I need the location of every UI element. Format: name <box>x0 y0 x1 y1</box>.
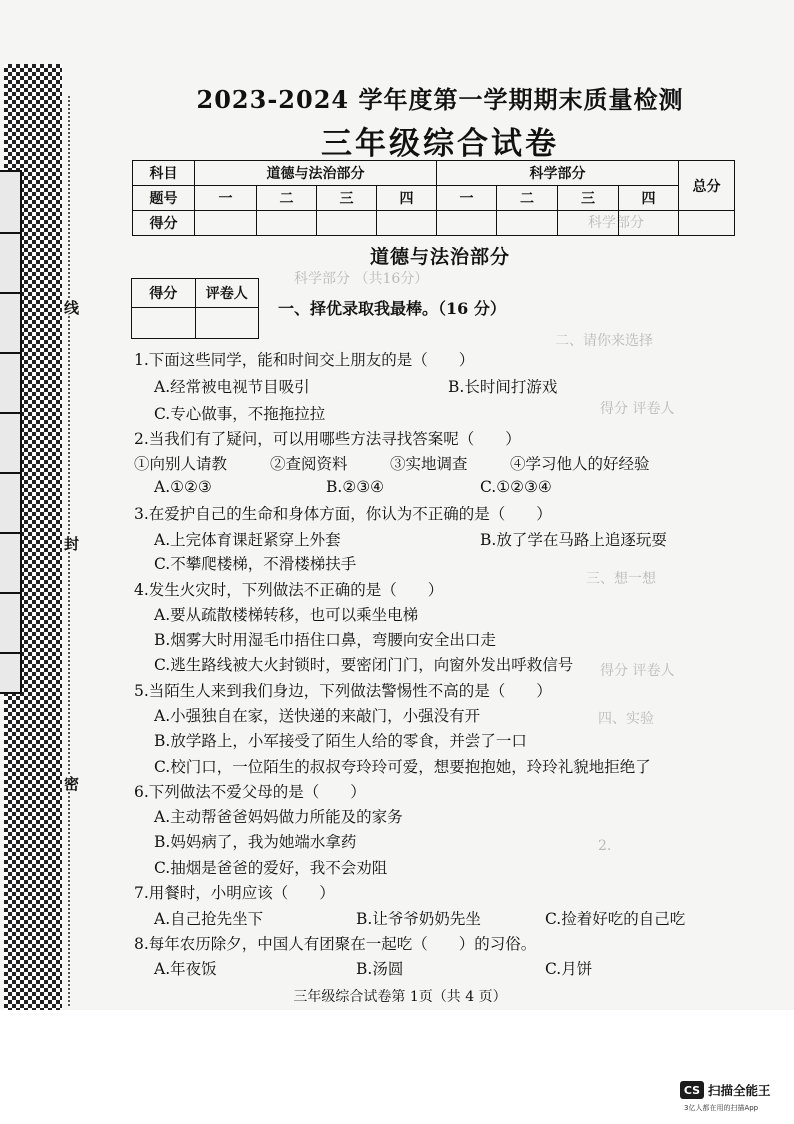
option-b: B.烟雾大时用湿毛巾捂住口鼻，弯腰向安全出口走 <box>154 631 496 649</box>
page-bottom-margin <box>0 1010 794 1124</box>
option-c: C.专心做事，不拖拖拉拉 <box>154 405 326 423</box>
option-b: B.②③④ <box>326 478 385 496</box>
score-entry-cell[interactable] <box>317 211 377 236</box>
binding-info-box <box>0 170 22 694</box>
question-number-cell: 二 <box>257 186 317 211</box>
scanner-watermark <box>680 1081 771 1099</box>
show-through-text: 得分 评卷人 <box>600 401 675 417</box>
part-one-heading: 一、择优录取我最棒。（16 分） <box>278 299 506 318</box>
option-c: C.逃生路线被大火封锁时，要密闭门门，向窗外发出呼救信号 <box>154 656 574 674</box>
method-1: ①向别人请教 <box>134 455 228 473</box>
section-title: 道德与法治部分 <box>369 246 510 268</box>
question-stem: 5.当陌生人来到我们身边，下列做法警惕性不高的是（ ） <box>134 682 552 700</box>
option-b: B.放学路上，小军接受了陌生人给的零食，并尝了一口 <box>154 732 527 750</box>
binding-label-secret: 密 <box>64 775 80 793</box>
option-a: A.上完体育课赶紧穿上外套 <box>154 531 341 549</box>
option-a: A.年夜饭 <box>154 960 217 978</box>
option-c: C.捡着好吃的自己吃 <box>545 910 686 928</box>
total-label-cell: 总分 <box>679 161 735 211</box>
scanner-brand: 扫描全能王 <box>708 1083 771 1098</box>
option-a: A.经常被电视节目吸引 <box>154 378 310 396</box>
option-b: B.妈妈病了，我为她端水拿药 <box>154 833 357 851</box>
score-row-label: 得分 <box>133 211 195 236</box>
score-entry-cell[interactable] <box>195 211 257 236</box>
total-score-cell[interactable] <box>679 211 735 236</box>
question-stem: 2.当我们有了疑问，可以用哪些方法寻找答案呢（ ） <box>134 430 521 448</box>
question-number-label: 题号 <box>133 186 195 211</box>
binding-rule <box>0 472 20 474</box>
camscanner-logo-icon: CS <box>680 1081 704 1099</box>
score-table-number-row <box>133 186 735 211</box>
show-through-text: 得分 评卷人 <box>600 663 675 679</box>
grader-box <box>131 278 259 339</box>
option-c: C.不攀爬楼梯，不滑楼梯扶手 <box>154 555 357 573</box>
show-through-text: 三、想一想 <box>586 571 656 587</box>
question-stem: 7.用餐时，小明应该（ ） <box>134 884 335 902</box>
subject-label-cell: 科目 <box>133 161 195 186</box>
option-c: C.①②③④ <box>480 478 552 496</box>
score-entry-cell[interactable] <box>619 211 679 236</box>
score-entry-cell[interactable] <box>558 211 619 236</box>
binding-label-seal: 封 <box>64 535 80 553</box>
score-entry-cell[interactable] <box>377 211 437 236</box>
question-stem: 4.发生火灾时，下列做法不正确的是（ ） <box>134 581 444 599</box>
question-number-cell: 四 <box>377 186 437 211</box>
question-number-cell: 四 <box>619 186 679 211</box>
method-3: ③实地调查 <box>390 455 468 473</box>
option-b: B.长时间打游戏 <box>448 378 558 396</box>
option-b: B.放了学在马路上追逐玩耍 <box>480 531 667 549</box>
option-b: B.汤圆 <box>356 960 404 978</box>
binding-rule <box>0 652 20 654</box>
question-stem: 6.下列做法不爱父母的是（ ） <box>134 783 366 801</box>
question-number-cell: 三 <box>317 186 377 211</box>
option-a: A.主动帮爸爸妈妈做力所能及的家务 <box>154 808 403 826</box>
method-2: ②查阅资料 <box>270 455 348 473</box>
show-through-text: 四、实验 <box>598 711 654 727</box>
binding-rule <box>0 292 20 294</box>
option-c: C.月饼 <box>545 960 593 978</box>
grader-score-label: 得分 <box>132 279 196 308</box>
page-footer: 三年级综合试卷第 1页（共 4 页） <box>293 989 507 1005</box>
method-4: ④学习他人的好经验 <box>510 455 650 473</box>
option-a: A.自己抢先坐下 <box>154 910 264 928</box>
score-entry-cell[interactable] <box>257 211 317 236</box>
binding-rule <box>0 592 20 594</box>
score-entry-cell[interactable] <box>437 211 497 236</box>
binding-rule <box>0 352 20 354</box>
score-entry-cell[interactable] <box>497 211 558 236</box>
option-a: A.要从疏散楼梯转移，也可以乘坐电梯 <box>154 606 419 624</box>
exam-title: 2023-2024 学年度第一学期期末质量检测 <box>196 85 684 114</box>
grader-score-cell[interactable] <box>132 308 196 339</box>
binding-label-line: 线 <box>64 299 80 317</box>
option-b: B.让爷爷奶奶先坐 <box>356 910 481 928</box>
question-number-cell: 一 <box>195 186 257 211</box>
option-a: A.小强独自在家，送快递的来敲门，小强没有开 <box>154 707 481 725</box>
binding-rule <box>0 232 20 234</box>
question-stem: 1.下面这些同学，能和时间交上朋友的是（ ） <box>134 351 475 369</box>
scanner-tagline: 3亿人都在用的扫描App <box>684 1104 759 1112</box>
option-a: A.①②③ <box>154 478 212 496</box>
grader-name-cell[interactable] <box>195 308 259 339</box>
show-through-text: 二、请你来选择 <box>555 333 653 349</box>
binding-rule <box>0 412 20 414</box>
question-stem: 3.在爱护自己的生命和身体方面，你认为不正确的是（ ） <box>134 505 552 523</box>
score-table-score-row <box>133 211 735 236</box>
option-c: C.校门口，一位陌生的叔叔夸玲玲可爱，想要抱抱她，玲玲礼貌地拒绝了 <box>154 758 651 776</box>
option-c: C.抽烟是爸爸的爱好，我不会劝阻 <box>154 859 388 877</box>
show-through-text: 2. <box>598 838 612 854</box>
question-number-cell: 二 <box>497 186 558 211</box>
show-through-text: 科学部分 <box>588 215 644 231</box>
question-number-cell: 一 <box>437 186 497 211</box>
score-table-header-row <box>133 161 735 186</box>
grader-name-label: 评卷人 <box>195 279 259 308</box>
science-section-cell: 科学部分 <box>437 161 679 186</box>
moral-section-cell: 道德与法治部分 <box>195 161 437 186</box>
question-stem: 8.每年农历除夕，中国人有团聚在一起吃（ ）的习俗。 <box>134 935 537 953</box>
score-table <box>132 160 735 236</box>
show-through-text: 科学部分 （共16分） <box>294 271 429 287</box>
binding-rule <box>0 532 20 534</box>
exam-subtitle: 三年级综合试卷 <box>321 126 559 162</box>
question-number-cell: 三 <box>558 186 619 211</box>
